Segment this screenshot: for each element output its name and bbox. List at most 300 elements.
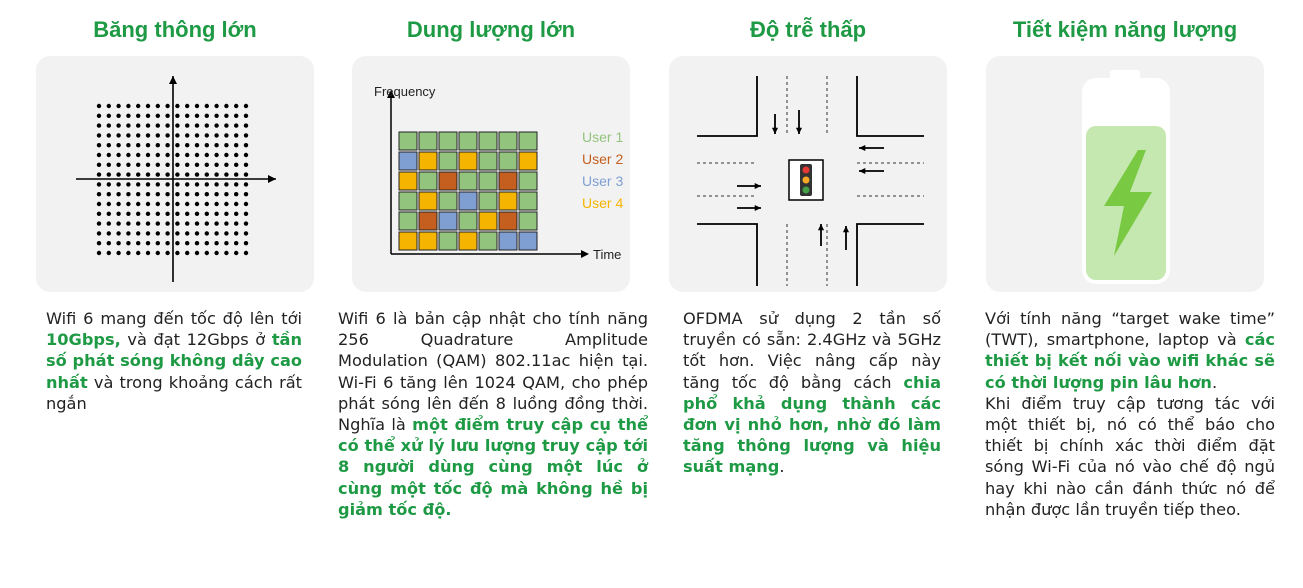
grid-cell: [519, 172, 537, 190]
constellation-point: [185, 212, 189, 216]
constellation-point: [156, 241, 160, 245]
constellation-point: [224, 182, 228, 186]
constellation-point: [175, 143, 179, 147]
constellation-point: [165, 231, 169, 235]
constellation-point: [195, 231, 199, 235]
constellation-point: [146, 114, 150, 118]
constellation-point: [165, 114, 169, 118]
constellation-point: [165, 241, 169, 245]
text-segment: và trong khoảng cách rất ngắn: [46, 372, 302, 413]
constellation-point: [244, 163, 248, 167]
constellation-point: [165, 133, 169, 137]
constellation-point: [126, 212, 130, 216]
card-qam-constellation: [36, 56, 314, 292]
constellation-point: [136, 133, 140, 137]
road-corner-tr: [857, 76, 924, 136]
constellation-point: [97, 192, 101, 196]
grid-cell: [399, 212, 417, 230]
constellation-point: [205, 104, 209, 108]
constellation-point: [185, 114, 189, 118]
constellation-point: [244, 172, 248, 176]
grid-cell: [399, 152, 417, 170]
constellation-point: [234, 231, 238, 235]
constellation-point: [214, 153, 218, 157]
constellation-point: [224, 221, 228, 225]
grid-cell: [459, 132, 477, 150]
text-segment: Wifi 6 là bản cập nhật cho tính năng 256 Quadrature Amplitude Modulation (QAM) 802.11ac hiện tại. Wi-Fi 6 tăng lên 1024 QAM, cho phép phát sóng lên đến 8 luồng đồng thời. Nghĩa là: [338, 309, 648, 435]
constellation-point: [116, 212, 120, 216]
constellation-point: [224, 192, 228, 196]
constellation-point: [244, 143, 248, 147]
text-segment: .: [779, 457, 785, 477]
y-axis-arrow: [169, 76, 177, 84]
constellation-point: [136, 241, 140, 245]
constellation-point: [244, 241, 248, 245]
arrow-head: [755, 183, 761, 189]
constellation-point: [126, 123, 130, 127]
constellation-point: [175, 153, 179, 157]
constellation-point: [195, 251, 199, 255]
constellation-point: [116, 163, 120, 167]
constellation-point: [146, 231, 150, 235]
constellation-point: [205, 202, 209, 206]
constellation-point: [97, 182, 101, 186]
constellation-point: [205, 231, 209, 235]
text-segment: OFDMA sử dụng 2 tần số truyền có sẵn: 2.4GHz và 5GHz tốt hơn. Việc nâng cấp này tăng tốc độ bằng cách: [683, 309, 941, 392]
constellation-point: [165, 182, 169, 186]
constellation-point: [214, 202, 218, 206]
text-segment: một điểm truy cập cụ thể có thể xử lý lưu lượng truy cập tới 8 người dùng cùng một lúc ở cùng một tốc độ mà không hề bị giảm tốc độ.: [338, 415, 648, 519]
light-red: [803, 167, 810, 174]
constellation-point: [185, 133, 189, 137]
road-corner-br: [857, 224, 924, 286]
constellation-point: [205, 221, 209, 225]
legend-label: User 2: [582, 151, 624, 167]
constellation-point: [224, 231, 228, 235]
constellation-point: [107, 212, 111, 216]
constellation-point: [165, 143, 169, 147]
grid-cell: [479, 132, 497, 150]
constellation-point: [175, 114, 179, 118]
arrow-head: [796, 128, 802, 134]
constellation-point: [244, 192, 248, 196]
title-energy: Tiết kiệm năng lượng: [1012, 17, 1238, 42]
constellation-point: [97, 231, 101, 235]
constellation-point: [224, 202, 228, 206]
constellation-point: [107, 114, 111, 118]
constellation-point: [195, 133, 199, 137]
constellation-point: [244, 153, 248, 157]
grid-cell: [479, 232, 497, 250]
constellation-point: [224, 123, 228, 127]
grid-cell: [479, 172, 497, 190]
constellation-point: [185, 202, 189, 206]
intersection-diagram: [669, 56, 947, 292]
constellation-point: [146, 241, 150, 245]
constellation-point: [97, 251, 101, 255]
constellation-point: [185, 251, 189, 255]
constellation-point: [234, 114, 238, 118]
grid-cell: [399, 172, 417, 190]
arrow-head: [755, 205, 761, 211]
constellation-point: [116, 182, 120, 186]
constellation-point: [107, 241, 111, 245]
constellation-point: [244, 221, 248, 225]
constellation-point: [234, 153, 238, 157]
constellation-point: [97, 123, 101, 127]
constellation-point: [156, 231, 160, 235]
constellation-point: [224, 172, 228, 176]
constellation-point: [205, 172, 209, 176]
title-capacity: Dung lượng lớn: [406, 17, 576, 42]
text-segment: Với tính năng “target wake time” (TWT), smartphone, laptop và: [985, 309, 1275, 350]
constellation-point: [244, 104, 248, 108]
constellation-point: [156, 153, 160, 157]
constellation-diagram: [36, 56, 314, 292]
constellation-point: [234, 251, 238, 255]
constellation-point: [165, 153, 169, 157]
constellation-point: [156, 251, 160, 255]
constellation-point: [234, 192, 238, 196]
card-intersection: [669, 56, 947, 292]
constellation-point: [205, 192, 209, 196]
constellation-point: [234, 221, 238, 225]
constellation-point: [136, 143, 140, 147]
grid-cell: [459, 152, 477, 170]
card-ofdma-grid: [352, 56, 630, 292]
constellation-point: [185, 104, 189, 108]
constellation-point: [175, 133, 179, 137]
constellation-point: [126, 221, 130, 225]
grid-cell: [399, 132, 417, 150]
grid-cell: [479, 152, 497, 170]
text-segment: các thiết bị kết nối vào wifi khác sẽ có thời lượng pin lâu hơn: [985, 330, 1275, 392]
constellation-point: [234, 104, 238, 108]
constellation-point: [224, 163, 228, 167]
frequency-label: Frequency: [374, 84, 436, 99]
constellation-point: [205, 114, 209, 118]
road-corner-tl: [697, 76, 757, 136]
constellation-point: [156, 182, 160, 186]
constellation-point: [107, 163, 111, 167]
constellation-point: [107, 172, 111, 176]
constellation-point: [146, 153, 150, 157]
constellation-point: [146, 202, 150, 206]
constellation-point: [205, 241, 209, 245]
constellation-point: [234, 172, 238, 176]
text-bandwidth: [46, 308, 302, 414]
grid-cell: [499, 192, 517, 210]
constellation-point: [126, 182, 130, 186]
constellation-point: [165, 202, 169, 206]
constellation-point: [244, 231, 248, 235]
grid-cell: [439, 212, 457, 230]
constellation-point: [146, 143, 150, 147]
constellation-point: [107, 251, 111, 255]
constellation-point: [185, 182, 189, 186]
time-label: Time: [593, 247, 622, 262]
constellation-point: [175, 212, 179, 216]
grid-cell: [459, 172, 477, 190]
text-segment: 10Gbps,: [46, 330, 121, 350]
constellation-point: [146, 182, 150, 186]
grid-cell: [499, 232, 517, 250]
card-battery: [986, 56, 1264, 292]
title-latency: Độ trễ thấp: [749, 17, 867, 42]
constellation-point: [136, 231, 140, 235]
constellation-point: [126, 251, 130, 255]
constellation-point: [195, 143, 199, 147]
constellation-point: [107, 221, 111, 225]
constellation-point: [175, 163, 179, 167]
constellation-point: [195, 104, 199, 108]
constellation-point: [175, 221, 179, 225]
constellation-point: [214, 212, 218, 216]
constellation-point: [205, 133, 209, 137]
constellation-point: [195, 153, 199, 157]
constellation-point: [97, 221, 101, 225]
constellation-point: [224, 153, 228, 157]
constellation-point: [156, 123, 160, 127]
constellation-point: [234, 241, 238, 245]
constellation-point: [126, 241, 130, 245]
constellation-point: [175, 202, 179, 206]
text-segment: Wifi 6 mang đến tốc độ lên tới: [46, 309, 302, 328]
constellation-point: [107, 143, 111, 147]
constellation-point: [214, 123, 218, 127]
grid-cell: [519, 152, 537, 170]
constellation-point: [126, 192, 130, 196]
constellation-point: [126, 104, 130, 108]
constellation-point: [126, 202, 130, 206]
constellation-point: [156, 133, 160, 137]
arrow-head: [818, 224, 824, 230]
constellation-point: [97, 133, 101, 137]
grid-cell: [419, 152, 437, 170]
title-bandwidth: Băng thông lớn: [93, 17, 257, 42]
constellation-point: [107, 231, 111, 235]
constellation-point: [126, 114, 130, 118]
constellation-point: [205, 143, 209, 147]
constellation-point: [146, 163, 150, 167]
grid-cell: [419, 212, 437, 230]
constellation-point: [116, 133, 120, 137]
constellation-point: [234, 212, 238, 216]
legend-label: User 4: [582, 195, 624, 211]
arrow-head: [843, 226, 849, 232]
constellation-point: [107, 192, 111, 196]
light-yellow: [803, 177, 810, 184]
constellation-point: [205, 153, 209, 157]
time-arrow: [581, 250, 589, 258]
arrow-head: [772, 128, 778, 134]
constellation-point: [97, 153, 101, 157]
constellation-point: [136, 123, 140, 127]
constellation-point: [126, 231, 130, 235]
constellation-point: [214, 231, 218, 235]
grid-cell: [419, 192, 437, 210]
constellation-point: [234, 202, 238, 206]
legend-label: User 3: [582, 173, 624, 189]
constellation-point: [107, 123, 111, 127]
constellation-point: [165, 212, 169, 216]
constellation-point: [136, 114, 140, 118]
constellation-point: [214, 221, 218, 225]
grid-cell: [399, 232, 417, 250]
constellation-point: [116, 231, 120, 235]
constellation-point: [97, 212, 101, 216]
constellation-point: [136, 192, 140, 196]
constellation-point: [175, 192, 179, 196]
text-segment: và đạt 12Gbps ở: [120, 330, 272, 350]
constellation-point: [214, 143, 218, 147]
constellation-point: [165, 251, 169, 255]
constellation-point: [244, 133, 248, 137]
constellation-point: [195, 172, 199, 176]
constellation-point: [244, 212, 248, 216]
light-green: [803, 187, 810, 194]
grid-cell: [399, 192, 417, 210]
constellation-point: [146, 123, 150, 127]
constellation-point: [224, 133, 228, 137]
constellation-point: [234, 133, 238, 137]
constellation-point: [214, 163, 218, 167]
constellation-point: [214, 251, 218, 255]
constellation-point: [126, 133, 130, 137]
constellation-point: [244, 251, 248, 255]
constellation-point: [195, 114, 199, 118]
constellation-point: [156, 202, 160, 206]
grid-cell: [459, 232, 477, 250]
constellation-point: [234, 182, 238, 186]
grid-cell: [459, 212, 477, 230]
constellation-point: [195, 163, 199, 167]
grid-cell: [439, 232, 457, 250]
constellation-point: [175, 123, 179, 127]
grid-cell: [479, 212, 497, 230]
constellation-point: [205, 212, 209, 216]
constellation-point: [136, 212, 140, 216]
constellation-point: [116, 192, 120, 196]
constellation-point: [214, 241, 218, 245]
constellation-point: [214, 114, 218, 118]
constellation-point: [224, 241, 228, 245]
constellation-point: [185, 163, 189, 167]
grid-cell: [479, 192, 497, 210]
grid-cell: [499, 172, 517, 190]
constellation-point: [136, 104, 140, 108]
constellation-point: [165, 192, 169, 196]
constellation-point: [214, 104, 218, 108]
constellation-point: [244, 123, 248, 127]
constellation-point: [107, 153, 111, 157]
constellation-point: [156, 221, 160, 225]
constellation-point: [234, 163, 238, 167]
constellation-point: [185, 241, 189, 245]
grid-cell: [499, 152, 517, 170]
grid-cell: [499, 212, 517, 230]
constellation-point: [116, 251, 120, 255]
constellation-point: [136, 221, 140, 225]
constellation-point: [224, 114, 228, 118]
constellation-point: [116, 202, 120, 206]
constellation-point: [126, 163, 130, 167]
constellation-point: [244, 114, 248, 118]
constellation-point: [146, 104, 150, 108]
constellation-point: [195, 212, 199, 216]
constellation-point: [107, 182, 111, 186]
constellation-point: [97, 143, 101, 147]
text-segment: Khi điểm truy cập tương tác với một thiết bị, nó có thể báo cho thiết bị chính xác thời điểm đặt sóng Wi-Fi của nó vào chế độ ngủ hay khi nào cần đánh thức nó để nhận được lần truyền tiếp theo.: [985, 393, 1275, 519]
constellation-point: [146, 133, 150, 137]
grid-cell: [419, 172, 437, 190]
constellation-point: [97, 104, 101, 108]
constellation-point: [224, 143, 228, 147]
constellation-point: [156, 172, 160, 176]
ofdma-grid-diagram: [352, 56, 630, 292]
arrow-head: [859, 145, 865, 151]
grid-cell: [499, 132, 517, 150]
text-segment: chia phổ khả dụng thành các đơn vị nhỏ hơn, nhờ đó làm tăng thông lượng và hiệu suất mạng: [683, 372, 941, 477]
grid-cell: [439, 132, 457, 150]
constellation-point: [195, 192, 199, 196]
grid-cell: [439, 172, 457, 190]
constellation-point: [195, 123, 199, 127]
constellation-point: [146, 251, 150, 255]
text-segment: .: [1211, 372, 1218, 392]
grid-cell: [519, 132, 537, 150]
constellation-point: [205, 123, 209, 127]
constellation-point: [175, 172, 179, 176]
constellation-point: [97, 202, 101, 206]
legend-label: User 1: [582, 129, 624, 145]
battery-icon: [986, 56, 1264, 292]
constellation-point: [185, 143, 189, 147]
constellation-point: [107, 133, 111, 137]
constellation-point: [107, 104, 111, 108]
constellation-point: [156, 163, 160, 167]
grid-cell: [459, 192, 477, 210]
text-capacity: [338, 308, 648, 520]
constellation-point: [234, 143, 238, 147]
constellation-point: [97, 163, 101, 167]
constellation-point: [214, 133, 218, 137]
constellation-point: [214, 192, 218, 196]
constellation-point: [185, 172, 189, 176]
constellation-point: [156, 212, 160, 216]
constellation-point: [116, 221, 120, 225]
constellation-point: [234, 123, 238, 127]
grid-cell: [519, 232, 537, 250]
constellation-point: [146, 192, 150, 196]
text-energy: [985, 308, 1275, 520]
constellation-point: [146, 212, 150, 216]
constellation-point: [165, 221, 169, 225]
constellation-point: [116, 123, 120, 127]
constellation-point: [165, 104, 169, 108]
constellation-point: [165, 123, 169, 127]
constellation-point: [224, 104, 228, 108]
constellation-point: [185, 192, 189, 196]
constellation-point: [175, 104, 179, 108]
constellation-point: [136, 153, 140, 157]
constellation-point: [136, 163, 140, 167]
grid-cell: [419, 132, 437, 150]
constellation-point: [205, 251, 209, 255]
constellation-point: [195, 241, 199, 245]
constellation-point: [97, 172, 101, 176]
constellation-point: [136, 202, 140, 206]
